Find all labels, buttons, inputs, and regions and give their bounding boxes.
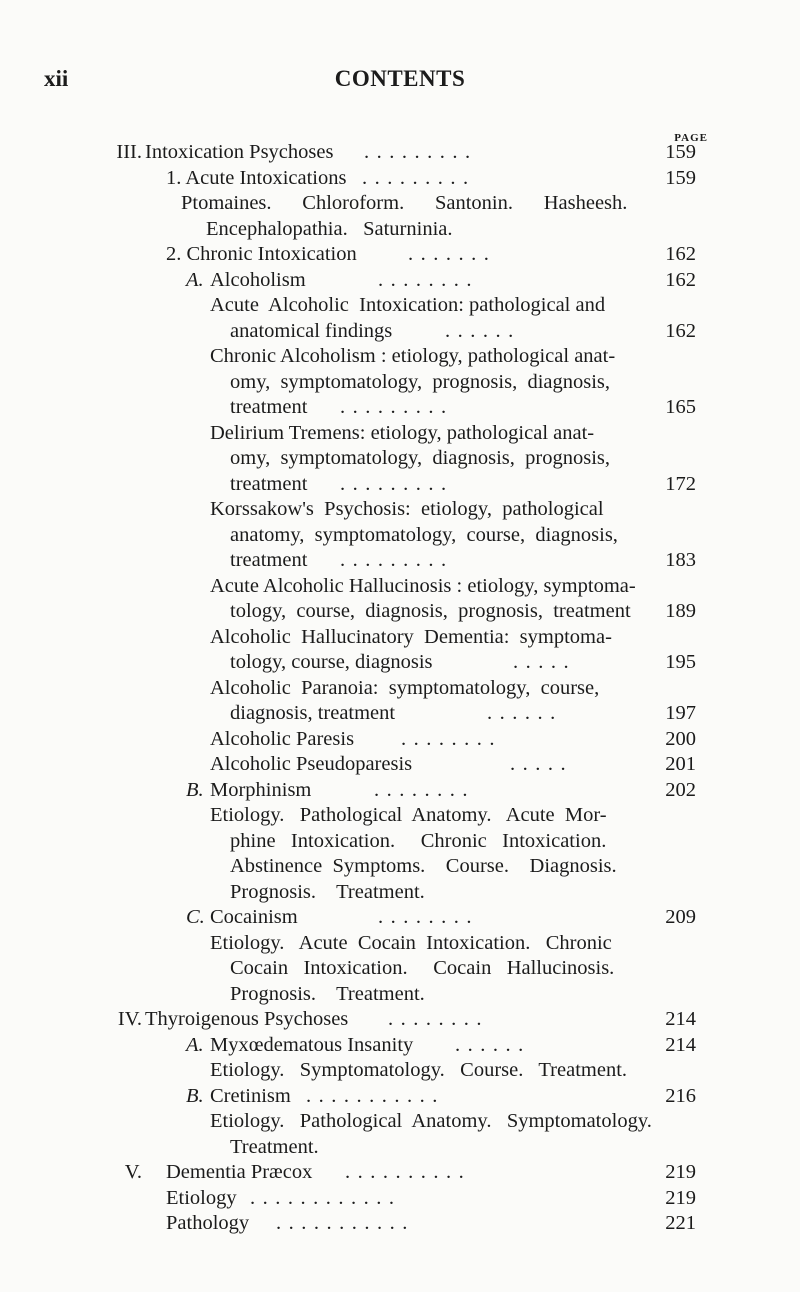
entry-page: 162: [665, 319, 696, 342]
toc-entry: [0, 854, 800, 880]
entry-text: anatomy, symptomatology, course, diagnosis,: [230, 523, 618, 546]
section-numeral: V.: [124, 1161, 142, 1183]
entry-title: Alcoholism: [210, 268, 306, 291]
entry-title: Dementia Præcox: [166, 1161, 313, 1183]
entry-letter: B.: [186, 778, 204, 801]
toc-entry: [0, 880, 800, 906]
toc-entry: Alcoholic Pseudoparesis ..... 201: [0, 752, 800, 778]
entry-text: Treatment.: [230, 1135, 319, 1158]
toc-entry: A. Alcoholism ........ 162: [0, 268, 800, 294]
toc-entry: [0, 982, 800, 1008]
toc-entry: [0, 370, 800, 396]
toc-entry: treatment ......... 172: [0, 472, 800, 498]
toc-entry: B. Cretinism ........... 216: [0, 1084, 800, 1110]
entry-page: 214: [665, 1033, 696, 1056]
entry-page: 202: [665, 778, 696, 801]
entry-text: Chronic Alcoholism : etiology, pathological anat-: [210, 345, 616, 367]
entry-title: tology, course, diagnosis: [230, 651, 433, 673]
toc-entry: A. Myxœdematous Insanity ...... 214: [0, 1033, 800, 1059]
entry-page: 219: [665, 1186, 696, 1209]
page-number: xii: [44, 66, 69, 91]
entry-text: Korssakow's Psychosis: etiology, pathological: [210, 498, 604, 520]
toc-entry: V. Dementia Præcox .......... 219: [0, 1160, 800, 1186]
toc-entry: [0, 676, 800, 702]
toc-entry: Pathology ........... 221: [0, 1211, 800, 1237]
entry-text: Prognosis. Treatment.: [230, 880, 425, 903]
entry-title: anatomical findings: [230, 319, 393, 342]
toc-entry: [0, 446, 800, 472]
entry-title: diagnosis, treatment: [230, 702, 396, 724]
toc-entry: [0, 574, 800, 600]
page-column-label: PAGE: [674, 132, 708, 144]
entry-title: tology, course, diagnosis, prognosis, treatment: [230, 600, 631, 622]
entry-title: 1. Acute Intoxications: [166, 166, 347, 189]
entry-page: 183: [665, 549, 696, 571]
entry-title: treatment: [230, 549, 308, 571]
toc-entry: C. Cocainism ........ 209: [0, 905, 800, 931]
entry-page: 216: [665, 1084, 696, 1107]
toc-entry: [0, 497, 800, 523]
entry-title: Alcoholic Pseudoparesis: [210, 753, 413, 775]
toc-entry: [0, 625, 800, 651]
entry-page: 162: [665, 268, 696, 291]
toc-entry: [0, 191, 800, 217]
entry-page: 189: [665, 600, 696, 622]
toc-entry: [0, 344, 800, 370]
entry-text: Etiology. Symptomatology. Course. Treatment.: [210, 1059, 628, 1081]
table-of-contents: [0, 140, 800, 1237]
entry-page: 197: [665, 702, 696, 724]
entry-page: 219: [665, 1161, 696, 1183]
entry-text: omy, symptomatology, prognosis, diagnosis,: [230, 370, 611, 393]
toc-entry: [0, 803, 800, 829]
toc-entry: tology, course, diagnosis ..... 195: [0, 650, 800, 676]
entry-title: 2. Chronic Intoxication: [166, 243, 357, 265]
entry-page: 159: [665, 166, 696, 189]
entry-text: Prognosis. Treatment.: [230, 982, 425, 1005]
entry-title: Thyroigenous Psychoses: [145, 1008, 349, 1030]
toc-entry: 1. Acute Intoxications ......... 159: [0, 166, 800, 192]
entry-page: 214: [665, 1008, 696, 1030]
entry-text: omy, symptomatology, diagnosis, prognosis,: [230, 447, 611, 469]
toc-entry: [0, 599, 800, 625]
entry-page: 165: [665, 396, 696, 418]
entry-page: 221: [665, 1212, 696, 1234]
entry-text: Acute Alcoholic Intoxication: pathological and: [210, 294, 606, 316]
toc-entry: [0, 217, 800, 243]
entry-title: Pathology: [166, 1212, 250, 1234]
entry-page: 172: [665, 472, 696, 495]
toc-entry: [0, 1058, 800, 1084]
toc-entry: [0, 1109, 800, 1135]
toc-entry: anatomical findings ...... 162: [0, 319, 800, 345]
entry-text: Alcoholic Hallucinatory Dementia: symptoma-: [210, 625, 612, 648]
entry-text: Etiology. Pathological Anatomy. Symptomatology.: [210, 1110, 652, 1132]
entry-text: Acute Alcoholic Hallucinosis : etiology, symptoma-: [210, 574, 636, 597]
entry-page: 201: [665, 753, 696, 775]
toc-entry: treatment ......... 165: [0, 395, 800, 421]
entry-title: Cocainism: [210, 906, 298, 928]
page-title: CONTENTS: [334, 66, 466, 91]
toc-entry: III. Intoxication Psychoses ......... 159: [0, 140, 800, 166]
toc-entry: [0, 956, 800, 982]
entry-letter: B.: [186, 1084, 204, 1107]
entry-text: Alcoholic Paranoia: symptomatology, course,: [210, 676, 600, 699]
toc-entry: [0, 293, 800, 319]
entry-page: 195: [665, 651, 696, 673]
entry-page: 162: [665, 243, 696, 265]
entry-title: treatment: [230, 472, 308, 495]
entry-title: Alcoholic Paresis: [210, 727, 355, 750]
entry-text: Ptomaines. Chloroform. Santonin. Hasheesh.: [181, 192, 628, 214]
entry-text: phine Intoxication. Chronic Intoxication.: [230, 829, 607, 852]
section-numeral: III.: [116, 141, 142, 163]
toc-entry: Alcoholic Paresis ........ 200: [0, 727, 800, 753]
entry-page: 200: [665, 727, 696, 750]
entry-title: Etiology: [166, 1186, 237, 1209]
entry-page: 209: [665, 906, 696, 928]
entry-title: treatment: [230, 396, 308, 418]
section-numeral: IV.: [117, 1008, 142, 1030]
entry-letter: A.: [186, 1033, 204, 1056]
entry-letter: A.: [186, 268, 204, 291]
toc-entry: Etiology ............ 219: [0, 1186, 800, 1212]
toc-entry: treatment ......... 183: [0, 548, 800, 574]
toc-entry: [0, 1135, 800, 1161]
toc-entry: diagnosis, treatment ...... 197: [0, 701, 800, 727]
entry-text: Delirium Tremens: etiology, pathological anat-: [210, 421, 595, 444]
page-header: [0, 66, 800, 102]
entry-page: 159: [665, 141, 696, 163]
entry-title: Cretinism: [210, 1084, 291, 1107]
toc-entry: [0, 421, 800, 447]
toc-entry: [0, 931, 800, 957]
entry-letter: C.: [186, 906, 205, 928]
toc-entry: B. Morphinism ........ 202: [0, 778, 800, 804]
entry-title: Morphinism: [210, 778, 312, 801]
toc-entry: [0, 829, 800, 855]
toc-entry: 2. Chronic Intoxication ....... 162: [0, 242, 800, 268]
entry-title: Myxœdematous Insanity: [210, 1033, 414, 1056]
entry-text: Cocain Intoxication. Cocain Hallucinosis.: [230, 957, 615, 979]
entry-text: Etiology. Pathological Anatomy. Acute Mor-: [210, 804, 607, 826]
toc-entry: IV. Thyroigenous Psychoses ........ 214: [0, 1007, 800, 1033]
toc-entry: [0, 523, 800, 549]
entry-text: Abstinence Symptoms. Course. Diagnosis.: [230, 855, 617, 877]
entry-title: Intoxication Psychoses: [145, 141, 334, 163]
entry-text: Etiology. Acute Cocain Intoxication. Chronic: [210, 931, 612, 954]
entry-text: Encephalopathia. Saturninia.: [206, 217, 453, 240]
